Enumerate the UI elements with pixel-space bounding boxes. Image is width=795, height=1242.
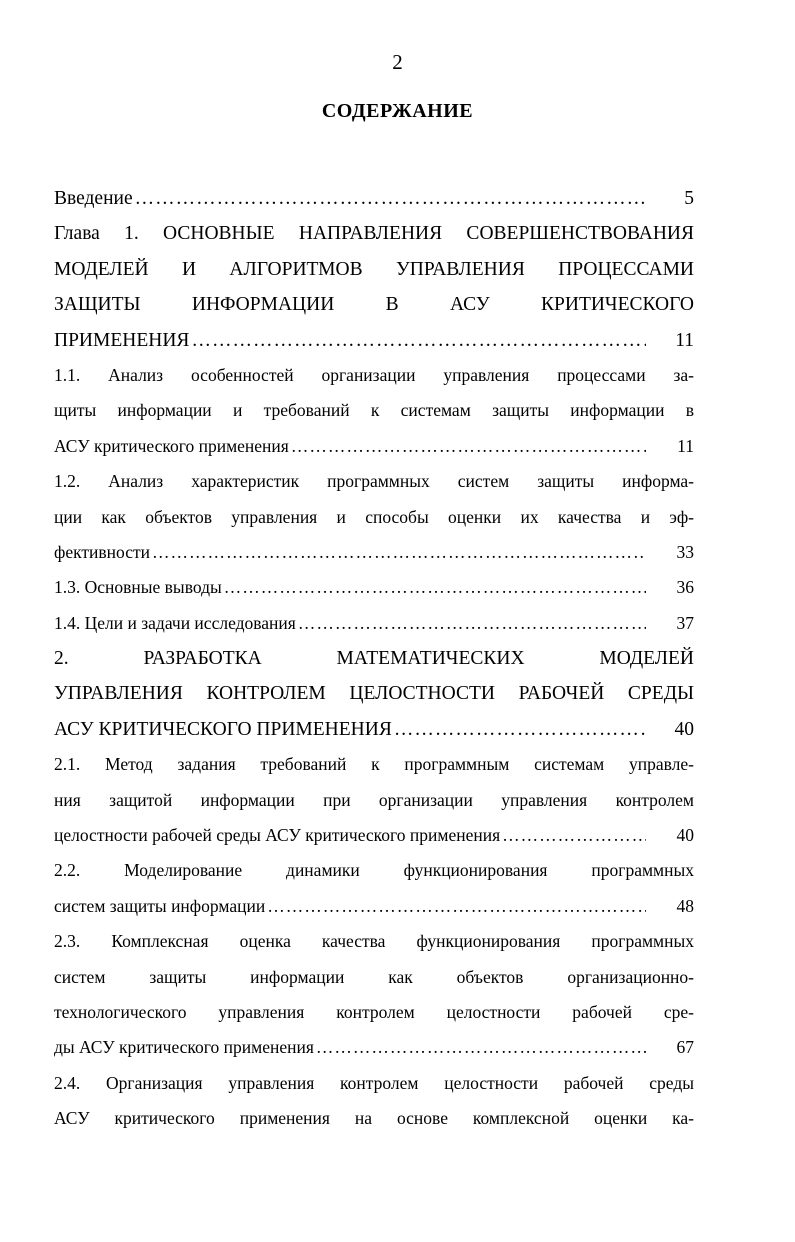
toc-entry-line: 1.1. Анализ особенностей организации управления процессами за- xyxy=(54,364,694,385)
toc-entry-line: 2.3. Комплексная оценка качества функционирования программных xyxy=(54,931,694,952)
dot-leader xyxy=(291,429,646,464)
toc-entry-chapter-2[interactable] xyxy=(54,641,694,747)
toc-page-number: 11 xyxy=(675,329,694,351)
toc-entry-section-2-1[interactable] xyxy=(54,747,694,853)
toc-page-number: 67 xyxy=(676,1037,694,1058)
toc-entry-line: ции как объектов управления и способы оценки их качества и эф- xyxy=(54,506,694,527)
toc-page-number: 11 xyxy=(677,435,694,456)
dot-leader xyxy=(394,712,646,747)
toc-page-number: 40 xyxy=(674,718,694,740)
toc-entry-line: Глава 1. ОСНОВНЫЕ НАПРАВЛЕНИЯ СОВЕРШЕНСТВОВАНИЯ xyxy=(54,223,694,245)
toc-entry-line: 1.2. Анализ характеристик программных систем защиты информа- xyxy=(54,471,694,492)
toc-entry-section-1-2[interactable] xyxy=(54,464,694,570)
dot-leader xyxy=(191,323,646,358)
toc-entry-line: 2.1. Метод задания требований к программным системам управле- xyxy=(54,754,694,775)
page-title: СОДЕРЖАНИЕ xyxy=(321,100,474,122)
toc-entry-section-1-3[interactable] xyxy=(54,570,694,605)
toc-entry-line: МОДЕЛЕЙ И АЛГОРИТМОВ УПРАВЛЕНИЯ ПРОЦЕССАМИ xyxy=(54,258,694,280)
toc-entry-text: Введение xyxy=(54,188,133,209)
toc-page-number: 5 xyxy=(684,188,694,209)
toc-entry-text: ды АСУ критического применения xyxy=(54,1037,314,1058)
toc-entry-line: 2.4. Организация управления контролем целостности рабочей среды xyxy=(54,1072,694,1093)
toc-page-number: 40 xyxy=(676,825,694,846)
toc-entry-line: ния защитой информации при организации управления контролем xyxy=(54,789,694,810)
dot-leader xyxy=(135,181,646,216)
toc-entry-section-2-2[interactable] xyxy=(54,853,694,924)
dot-leader xyxy=(298,606,646,641)
toc-entry-chapter-1[interactable] xyxy=(54,216,694,358)
toc-page-number: 37 xyxy=(676,612,694,633)
toc-entry-section-1-4[interactable] xyxy=(54,606,694,641)
toc-entry-line: 2.2. Моделирование динамики функционирования программных xyxy=(54,860,694,881)
toc-entry-text: 1.4. Цели и задачи исследования xyxy=(54,612,296,633)
toc-entry-line: систем защиты информации как объектов организационно- xyxy=(54,966,694,987)
table-of-contents xyxy=(54,181,694,1137)
toc-page-number: 48 xyxy=(676,895,694,916)
toc-entry-line: технологического управления контролем целостности рабочей сре- xyxy=(54,1001,694,1022)
toc-page-number: 33 xyxy=(676,541,694,562)
toc-entry-intro[interactable] xyxy=(54,181,694,216)
page-number: 2 xyxy=(392,50,403,74)
dot-leader xyxy=(152,535,646,570)
toc-entry-text: АСУ критического применения xyxy=(54,435,289,456)
toc-entry-section-2-4[interactable] xyxy=(54,1066,694,1137)
dot-leader xyxy=(224,570,646,605)
dot-leader xyxy=(267,889,646,924)
toc-entry-text: систем защиты информации xyxy=(54,895,266,916)
toc-entry-section-2-3[interactable] xyxy=(54,924,694,1066)
toc-entry-text: ПРИМЕНЕНИЯ xyxy=(54,329,190,351)
toc-entry-line: АСУ критического применения на основе комплексной оценки ка- xyxy=(54,1108,694,1129)
toc-page-number: 36 xyxy=(676,577,694,598)
toc-entry-text: фективности xyxy=(54,541,150,562)
toc-entry-line: щиты информации и требований к системам защиты информации в xyxy=(54,400,694,421)
toc-entry-section-1-1[interactable] xyxy=(54,358,694,464)
dot-leader xyxy=(502,818,646,853)
toc-entry-text: целостности рабочей среды АСУ критического применения xyxy=(54,825,501,846)
toc-entry-line: 2. РАЗРАБОТКА МАТЕМАТИЧЕСКИХ МОДЕЛЕЙ xyxy=(54,648,694,670)
toc-entry-text: АСУ КРИТИЧЕСКОГО ПРИМЕНЕНИЯ xyxy=(54,718,392,740)
toc-entry-line: УПРАВЛЕНИЯ КОНТРОЛЕМ ЦЕЛОСТНОСТИ РАБОЧЕЙ СРЕДЫ xyxy=(54,683,694,705)
toc-entry-text: 1.3. Основные выводы xyxy=(54,577,222,598)
toc-entry-line: ЗАЩИТЫ ИНФОРМАЦИИ В АСУ КРИТИЧЕСКОГО xyxy=(54,294,694,316)
dot-leader xyxy=(316,1030,646,1065)
